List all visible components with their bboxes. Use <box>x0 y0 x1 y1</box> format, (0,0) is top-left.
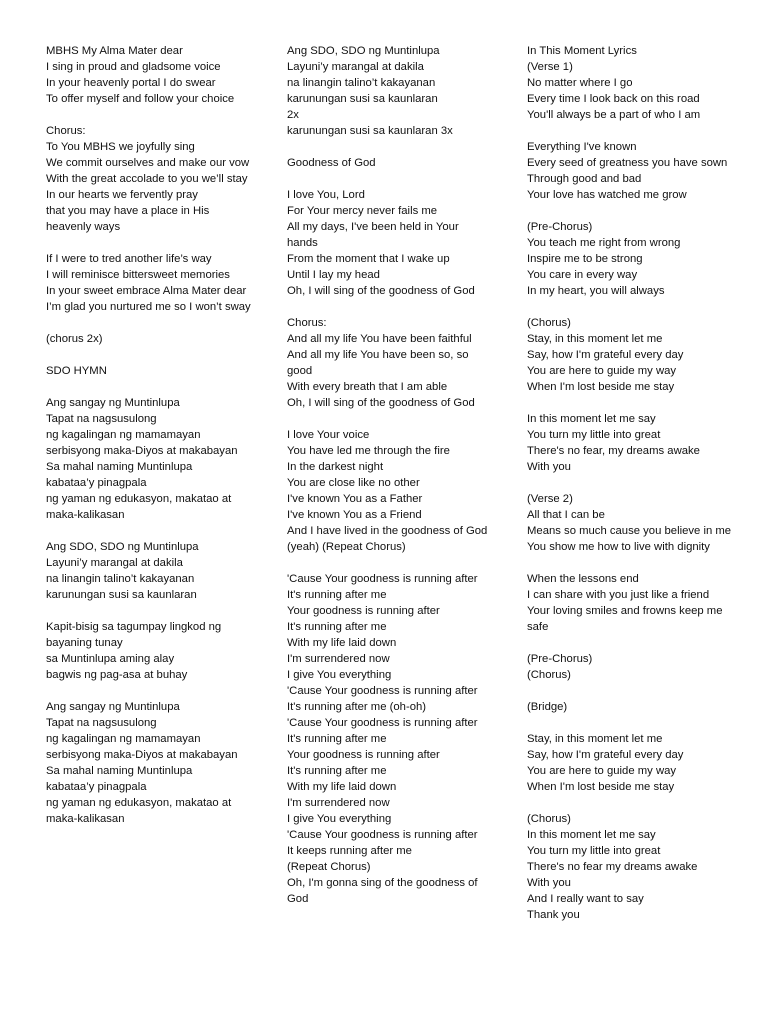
lyric-line: In the darkest night <box>287 461 384 473</box>
lyric-line: (Pre-Chorus) <box>527 653 593 665</box>
lyric-line: Layuni’y marangal at dakila <box>46 557 183 569</box>
lyric-line: And I really want to say <box>527 893 644 905</box>
lyric-line: serbisyong maka-Diyos at makabayan <box>46 445 238 457</box>
lyric-line: (Chorus) <box>527 317 571 329</box>
lyric-line: If I were to tred another life’s way <box>46 253 212 265</box>
lyric-line: Layuni’y marangal at dakila <box>287 61 424 73</box>
lyric-line: I'm surrendered now <box>287 797 390 809</box>
lyric-line: In our hearts we fervently pray <box>46 189 198 201</box>
lyric-line: Oh, I will sing of the goodness of God <box>287 285 475 297</box>
lyric-line: Kapit-bisig sa tagumpay lingkod ng bayaning tunay <box>46 621 222 649</box>
lyric-line: Goodness of God <box>287 157 376 169</box>
lyric-line: It's running after me (oh-oh) <box>287 701 427 713</box>
lyric-line: (chorus 2x) <box>46 333 103 345</box>
lyric-line: With my life laid down <box>287 637 397 649</box>
stanza-break <box>287 299 492 315</box>
stanza-break <box>527 203 732 219</box>
lyric-line: ng yaman ng edukasyon, makatao at maka-kalikasan <box>46 493 232 521</box>
lyric-line: In my heart, you will always <box>527 285 665 297</box>
lyric-line: You'll always be a part of who I am <box>527 109 701 121</box>
lyric-line: Ang sangay ng Muntinlupa <box>46 397 180 409</box>
lyric-line: There's no fear my dreams awake <box>527 861 698 873</box>
lyric-line: You turn my little into great <box>527 845 661 857</box>
lyric-line: To offer myself and follow your choice <box>46 93 235 105</box>
lyric-line: ng kagalingan ng mamamayan <box>46 733 201 745</box>
lyric-line: In this moment let me say <box>527 829 656 841</box>
lyric-line: With you <box>527 877 571 889</box>
lyric-line: We commit ourselves and make our vow <box>46 157 250 169</box>
lyric-line: Tapat na nagsusulong <box>46 717 157 729</box>
lyric-line: kabataa’y pinagpala <box>46 477 147 489</box>
lyric-line: (Chorus) <box>527 669 571 681</box>
stanza-break <box>287 171 492 187</box>
lyric-line: Sa mahal naming Muntinlupa <box>46 461 193 473</box>
stanza-break <box>527 715 732 731</box>
lyric-line: karunungan susi sa kaunlaran 3x <box>287 125 453 137</box>
lyric-line: ng kagalingan ng mamamayan <box>46 429 201 441</box>
lyric-line: Ang SDO, SDO ng Muntinlupa <box>287 45 440 57</box>
lyric-line: And I have lived in the goodness of God (yeah) (Repeat Chorus) <box>287 525 488 553</box>
lyric-line: MBHS My Alma Mater dear <box>46 45 183 57</box>
lyric-line: It's running after me <box>287 733 387 745</box>
lyric-line: It's running after me <box>287 621 387 633</box>
lyric-line: Sa mahal naming Muntinlupa <box>46 765 193 777</box>
lyric-line: Your goodness is running after <box>287 605 440 617</box>
lyric-line: Chorus: <box>46 125 86 137</box>
stanza-break <box>527 395 732 411</box>
lyric-line: Oh, I'm gonna sing of the goodness of God <box>287 877 478 905</box>
lyric-line: Every seed of greatness you have sown <box>527 157 728 169</box>
lyric-line: When I'm lost beside me stay <box>527 381 675 393</box>
lyric-line: And all my life You have been so, so good <box>287 349 469 377</box>
lyric-line: (Verse 2) <box>527 493 573 505</box>
lyric-line: Oh, I will sing of the goodness of God <box>287 397 475 409</box>
lyric-line: 2x <box>287 109 299 121</box>
lyric-line: You are here to guide my way <box>527 365 677 377</box>
stanza-break <box>527 635 732 651</box>
lyric-line: You are here to guide my way <box>527 765 677 777</box>
stanza-break <box>46 379 254 395</box>
lyrics-column-2 <box>287 43 492 907</box>
lyric-line: With my life laid down <box>287 781 397 793</box>
lyric-line: 'Cause Your goodness is running after <box>287 829 478 841</box>
lyric-line: Chorus: <box>287 317 327 329</box>
stanza-break <box>46 315 254 331</box>
lyric-line: You turn my little into great <box>527 429 661 441</box>
lyric-line: karunungan susi sa kaunlaran <box>287 93 438 105</box>
lyric-line: (Repeat Chorus) <box>287 861 371 873</box>
lyric-line: that you may have a place in His heavenly ways <box>46 205 210 233</box>
lyric-line: You are close like no other <box>287 477 420 489</box>
lyric-line: I give You everything <box>287 813 392 825</box>
lyric-line: ng yaman ng edukasyon, makatao at maka-kalikasan <box>46 797 232 825</box>
lyric-line: I love Your voice <box>287 429 370 441</box>
lyric-line: All my days, I've been held in Your hands <box>287 221 459 249</box>
lyric-line: serbisyong maka-Diyos at makabayan <box>46 749 238 761</box>
lyric-line: Your love has watched me grow <box>527 189 687 201</box>
lyric-line: There's no fear, my dreams awake <box>527 445 700 457</box>
stanza-break <box>287 555 492 571</box>
lyric-line: In this moment let me say <box>527 413 656 425</box>
lyric-line: For Your mercy never fails me <box>287 205 438 217</box>
lyric-line: When the lessons end <box>527 573 639 585</box>
lyric-line: (Verse 1) <box>527 61 573 73</box>
stanza-break <box>527 299 732 315</box>
stanza-break <box>527 555 732 571</box>
lyric-line: kabataa’y pinagpala <box>46 781 147 793</box>
lyric-line: Thank you <box>527 909 580 921</box>
stanza-break <box>287 139 492 155</box>
lyrics-column-1 <box>46 43 254 827</box>
stanza-break <box>46 107 254 123</box>
stanza-break <box>46 683 254 699</box>
lyric-line: Your goodness is running after <box>287 749 440 761</box>
lyric-line: (Pre-Chorus) <box>527 221 593 233</box>
stanza-break <box>46 347 254 363</box>
lyric-line: sa Muntinlupa aming alay <box>46 653 175 665</box>
lyric-line: Say, how I'm grateful every day <box>527 349 684 361</box>
lyric-line: I'm surrendered now <box>287 653 390 665</box>
lyric-line: Ang sangay ng Muntinlupa <box>46 701 180 713</box>
lyric-line: It's running after me <box>287 589 387 601</box>
stanza-break <box>527 475 732 491</box>
lyric-line: Means so much cause you believe in me <box>527 525 732 537</box>
lyric-line: I give You everything <box>287 669 392 681</box>
lyric-line: With every breath that I am able <box>287 381 448 393</box>
lyric-line: In This Moment Lyrics <box>527 45 637 57</box>
lyric-line: Every time I look back on this road <box>527 93 700 105</box>
lyric-line: With you <box>527 461 571 473</box>
lyric-line: na linangin talino’t kakayanan <box>46 573 195 585</box>
stanza-break <box>527 795 732 811</box>
lyric-line: I've known You as a Friend <box>287 509 422 521</box>
lyric-line: In your sweet embrace Alma Mater dear <box>46 285 247 297</box>
lyric-line: With the great accolade to you we’ll stay <box>46 173 248 185</box>
lyric-line: Everything I've known <box>527 141 637 153</box>
lyric-line: From the moment that I wake up <box>287 253 450 265</box>
lyric-line: You show me how to live with dignity <box>527 541 710 553</box>
lyric-line: karunungan susi sa kaunlaran <box>46 589 197 601</box>
lyric-line: na linangin talino’t kakayanan <box>287 77 436 89</box>
lyric-line: (Bridge) <box>527 701 568 713</box>
lyric-line: Tapat na nagsusulong <box>46 413 157 425</box>
lyric-line: It's running after me <box>287 765 387 777</box>
lyric-line: Your loving smiles and frowns keep me safe <box>527 605 723 633</box>
lyric-line: I will reminisce bittersweet memories <box>46 269 230 281</box>
lyric-line: No matter where I go <box>527 77 633 89</box>
lyric-line: 'Cause Your goodness is running after <box>287 685 478 697</box>
lyric-line: You have led me through the fire <box>287 445 450 457</box>
lyric-line: It keeps running after me <box>287 845 412 857</box>
stanza-break <box>46 523 254 539</box>
lyric-line: bagwis ng pag-asa at buhay <box>46 669 188 681</box>
lyric-line: Through good and bad <box>527 173 642 185</box>
lyric-line: When I'm lost beside me stay <box>527 781 675 793</box>
lyric-line: I love You, Lord <box>287 189 365 201</box>
lyric-line: 'Cause Your goodness is running after <box>287 573 478 585</box>
stanza-break <box>527 683 732 699</box>
lyric-line: I can share with you just like a friend <box>527 589 710 601</box>
lyric-line: I sing in proud and gladsome voice <box>46 61 221 73</box>
lyric-line: And all my life You have been faithful <box>287 333 472 345</box>
lyric-line: Say, how I'm grateful every day <box>527 749 684 761</box>
lyric-line: To You MBHS we joyfully sing <box>46 141 195 153</box>
stanza-break <box>46 235 254 251</box>
lyric-line: (Chorus) <box>527 813 571 825</box>
lyrics-column-3 <box>527 43 732 923</box>
lyric-line: 'Cause Your goodness is running after <box>287 717 478 729</box>
lyric-line: All that I can be <box>527 509 605 521</box>
stanza-break <box>527 123 732 139</box>
lyric-line: Stay, in this moment let me <box>527 733 663 745</box>
lyric-line: Stay, in this moment let me <box>527 333 663 345</box>
lyric-line: I've known You as a Father <box>287 493 423 505</box>
lyric-line: SDO HYMN <box>46 365 107 377</box>
stanza-break <box>287 411 492 427</box>
lyric-line: Until I lay my head <box>287 269 380 281</box>
lyric-line: Inspire me to be strong <box>527 253 643 265</box>
lyric-line: In your heavenly portal I do swear <box>46 77 216 89</box>
lyric-line: I’m glad you nurtured me so I won’t sway <box>46 301 251 313</box>
lyric-line: You teach me right from wrong <box>527 237 681 249</box>
lyric-line: You care in every way <box>527 269 638 281</box>
lyric-line: Ang SDO, SDO ng Muntinlupa <box>46 541 199 553</box>
stanza-break <box>46 603 254 619</box>
